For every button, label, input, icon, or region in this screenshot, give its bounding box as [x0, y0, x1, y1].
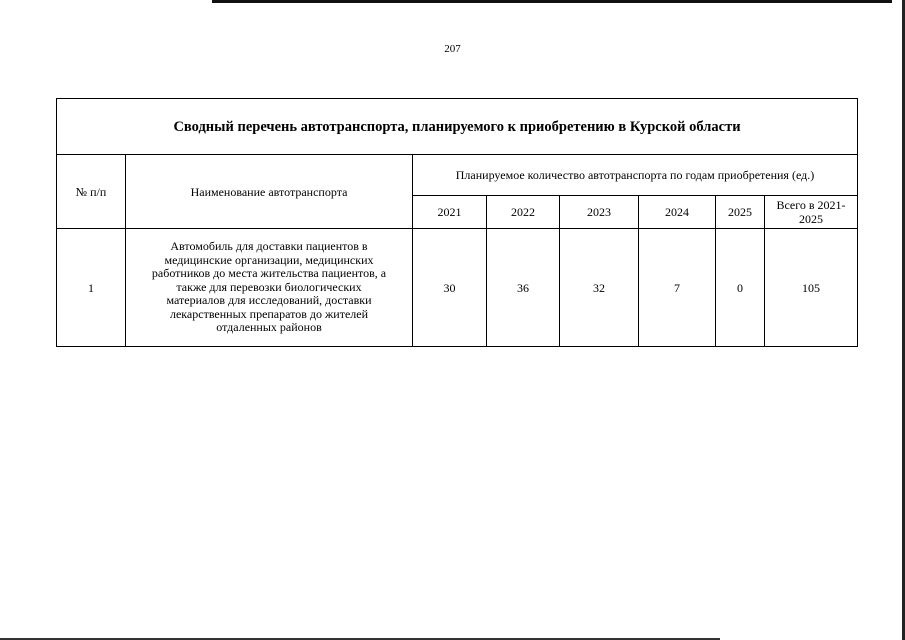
header-year-2023: 2023 [560, 196, 639, 229]
page-number: 207 [444, 43, 461, 55]
row-value-2024: 7 [639, 229, 716, 347]
header-year-2022: 2022 [487, 196, 560, 229]
header-total: Всего в 2021-2025 [765, 196, 858, 229]
header-num: № п/п [57, 155, 126, 229]
row-name: Автомобиль для доставки пациентов в медицинские организации, медицинских работников до места жительства пациентов, а также для перевозки биологических материалов для исследований, доставки лекарственных препаратов до жителей отдаленных районов [126, 229, 413, 347]
row-total: 105 [765, 229, 858, 347]
header-planned-group: Планируемое количество автотранспорта по годам приобретения (ед.) [413, 155, 858, 196]
vehicle-plan-table [56, 98, 858, 347]
header-year-2025: 2025 [716, 196, 765, 229]
header-year-2024: 2024 [639, 196, 716, 229]
row-value-2022: 36 [487, 229, 560, 347]
table-row [57, 229, 858, 347]
scan-edge-top [212, 0, 892, 3]
row-value-2021: 30 [413, 229, 487, 347]
table-title: Сводный перечень автотранспорта, планируемого к приобретению в Курской области [57, 99, 858, 155]
header-year-2021: 2021 [413, 196, 487, 229]
row-value-2023: 32 [560, 229, 639, 347]
row-num: 1 [57, 229, 126, 347]
header-name: Наименование автотранспорта [126, 155, 413, 229]
row-value-2025: 0 [716, 229, 765, 347]
